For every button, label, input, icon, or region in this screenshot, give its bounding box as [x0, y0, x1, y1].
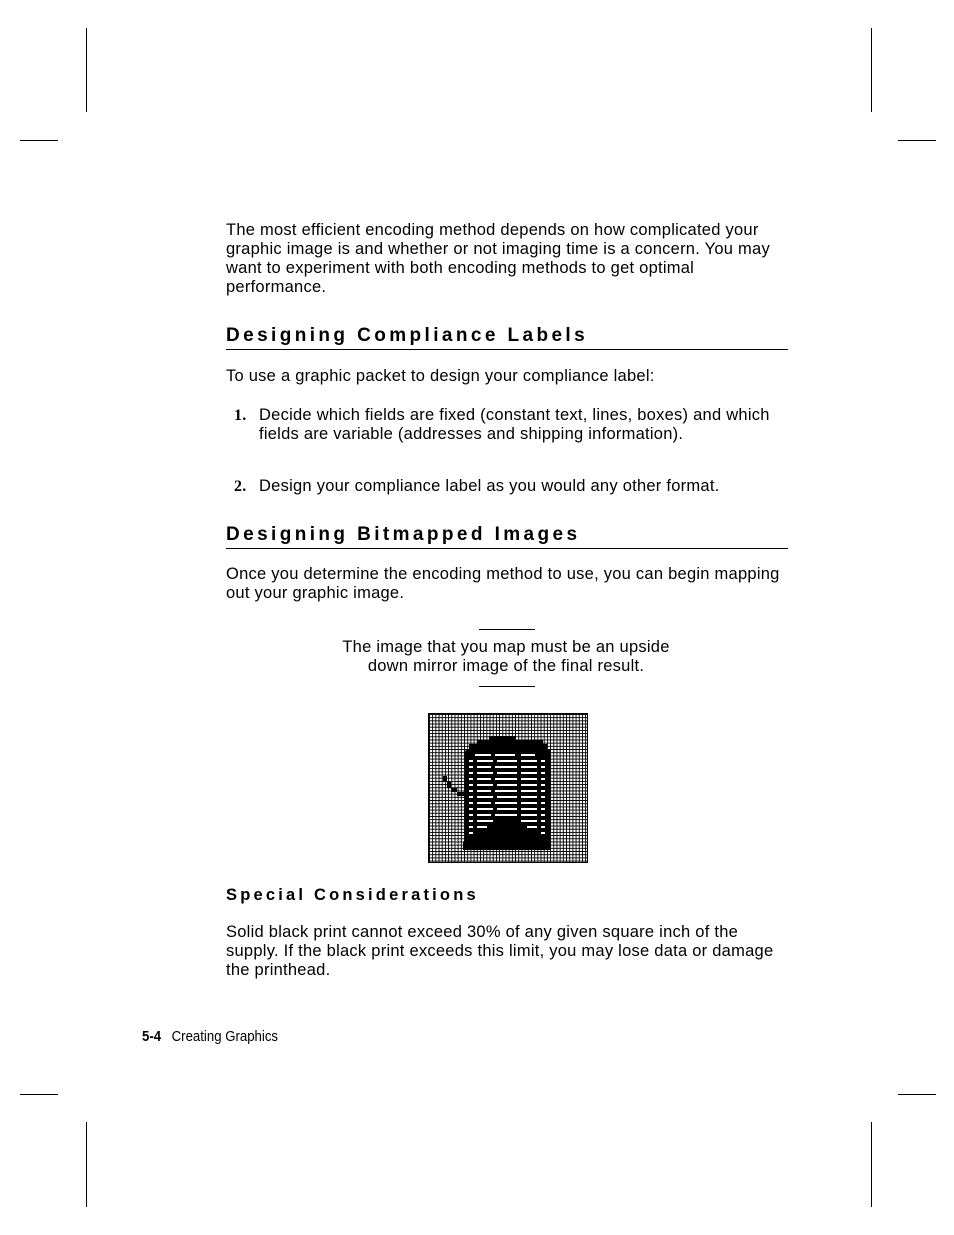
crop-mark	[871, 28, 872, 112]
step-number: 2.	[234, 478, 247, 495]
step-text: Design your compliance label as you would any other format.	[259, 477, 720, 495]
step-text: Decide which fields are fixed (constant text, lines, boxes) and which fields are variable (addresses and shipping information).	[259, 406, 770, 443]
note	[306, 638, 706, 676]
subheading-special-considerations: Special Considerations	[226, 886, 479, 904]
bitmap-image-icon	[429, 714, 589, 864]
chapter-title: Creating Graphics	[171, 1028, 279, 1045]
note-rule-top	[479, 629, 535, 630]
compliance-lead: To use a graphic packet to design your compliance label:	[226, 367, 655, 385]
step-item	[234, 477, 790, 496]
note-line: down mirror image of the final result.	[367, 657, 645, 675]
bitmap-lead: Once you determine the encoding method to use, you can begin mapping out your graphic image.	[226, 565, 780, 602]
intro-paragraph: The most efficient encoding method depends on how complicated your graphic image is and whether or not imaging time is a concern. You may want to experiment with both encoding methods to get optimal performance.	[226, 221, 770, 296]
bitmap-grid-figure	[428, 713, 588, 863]
crop-mark	[871, 1122, 872, 1207]
section-heading-bitmapped-images: Designing Bitmapped Images	[226, 524, 788, 549]
crop-mark	[898, 1094, 936, 1095]
crop-mark	[898, 140, 936, 141]
crop-mark	[20, 140, 58, 141]
page-footer	[142, 1027, 278, 1047]
special-considerations-paragraph: Solid black print cannot exceed 30% of any given square inch of the supply. If the black print exceeds this limit, you may lose data or damage the printhead.	[226, 923, 774, 979]
step-item	[234, 406, 790, 444]
step-number: 1.	[234, 407, 247, 424]
section-heading-compliance-labels: Designing Compliance Labels	[226, 325, 788, 350]
note-rule-bottom	[479, 686, 535, 687]
page-number: 5-4	[142, 1028, 162, 1045]
crop-mark	[86, 28, 87, 112]
crop-mark	[86, 1122, 87, 1207]
note-line: The image that you map must be an upside	[342, 638, 670, 656]
crop-mark	[20, 1094, 58, 1095]
